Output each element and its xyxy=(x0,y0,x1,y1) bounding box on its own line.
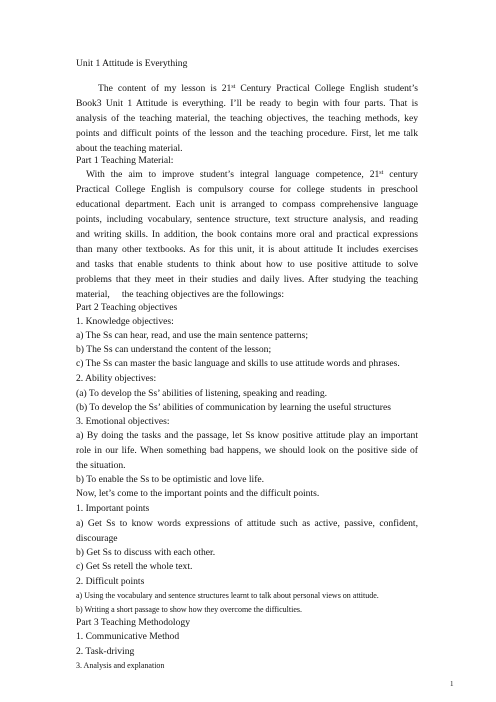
list-item: role in our life. When something bad happens, we should look on the positive side of xyxy=(76,445,418,456)
paragraph-line: and tasks that enable students to think about how to use positive attitude to solve xyxy=(76,259,418,270)
transition-text: Now, let’s come to the important points and the difficult points. xyxy=(76,488,320,499)
list-item: a) Using the vocabulary and sentence structures learnt to talk about personal views on attitude. xyxy=(76,591,379,600)
list-item: 2. Task-driving xyxy=(76,646,135,657)
section-heading: Part 2 Teaching objectives xyxy=(76,302,178,313)
document-title: Unit 1 Attitude is Everything xyxy=(76,58,188,69)
list-item: a) By doing the tasks and the passage, let Ss know positive attitude play an important xyxy=(76,430,418,441)
intro-line: The content of my lesson is 21st Century Practical College English student’s xyxy=(98,83,418,94)
intro-line: analysis of the teaching material, the teaching objectives, the teaching methods, key xyxy=(76,113,418,124)
list-item: b) The Ss can understand the content of the lesson; xyxy=(76,344,272,355)
paragraph-line: educational department. Each unit is arranged to compass comprehensive language xyxy=(76,199,418,210)
list-item: (a) To develop the Ss’ abilities of listening, speaking and reading. xyxy=(76,388,328,399)
section-heading: Part 1 Teaching Material: xyxy=(76,155,174,166)
paragraph-line: Practical College English is compulsory course for college students in preschool xyxy=(76,184,418,195)
section-heading: Part 3 Teaching Methodology xyxy=(76,617,190,628)
paragraph-line: material, the teaching objectives are the followings: xyxy=(76,289,285,300)
list-heading: 2. Difficult points xyxy=(76,576,145,587)
intro-line: Book3 Unit 1 Attitude is everything. I’ll be ready to begin with four parts. That is xyxy=(76,98,418,109)
paragraph-line: With the aim to improve student’s integral language competence, 21st century xyxy=(86,169,418,180)
paragraph-line: than many other textbooks. As for this unit, it is about attitude It includes exercises xyxy=(76,244,418,255)
list-item: c) Get Ss retell the whole text. xyxy=(76,561,193,572)
list-heading: 2. Ability objectives: xyxy=(76,373,157,384)
list-item: the situation. xyxy=(76,460,126,471)
paragraph-line: and writing skills. In addition, the book contains more oral and practical expressions xyxy=(76,229,418,240)
page-number: 1 xyxy=(450,680,454,688)
paragraph-line: problems that they meet in their studies and daily lives. After studying the teaching xyxy=(76,274,418,285)
list-heading: 1. Important points xyxy=(76,503,150,514)
list-item: b) Writing a short passage to show how they overcome the difficulties. xyxy=(76,605,302,614)
list-item: discourage xyxy=(76,533,118,544)
list-item: a) Get Ss to know words expressions of attitude such as active, passive, confident, xyxy=(76,518,418,529)
list-item: c) The Ss can master the basic language and skills to use attitude words and phrases. xyxy=(76,358,400,369)
list-heading: 3. Emotional objectives: xyxy=(76,416,170,427)
intro-line: about the teaching material. xyxy=(76,143,183,154)
list-item: b) To enable the Ss to be optimistic and love life. xyxy=(76,474,265,485)
intro-line: points and difficult points of the lesson and the teaching procedure. First, let me talk xyxy=(76,128,418,139)
list-item: 1. Communicative Method xyxy=(76,631,180,642)
list-item: a) The Ss can hear, read, and use the main sentence patterns; xyxy=(76,330,308,341)
list-item: (b) To develop the Ss’ abilities of communication by learning the useful structures xyxy=(76,402,391,413)
list-item: b) Get Ss to discuss with each other. xyxy=(76,547,216,558)
paragraph-line: points, including vocabulary, sentence structure, text structure analysis, and reading xyxy=(76,214,418,225)
list-heading: 1. Knowledge objectives: xyxy=(76,316,174,327)
list-item: 3. Analysis and explanation xyxy=(76,661,165,670)
